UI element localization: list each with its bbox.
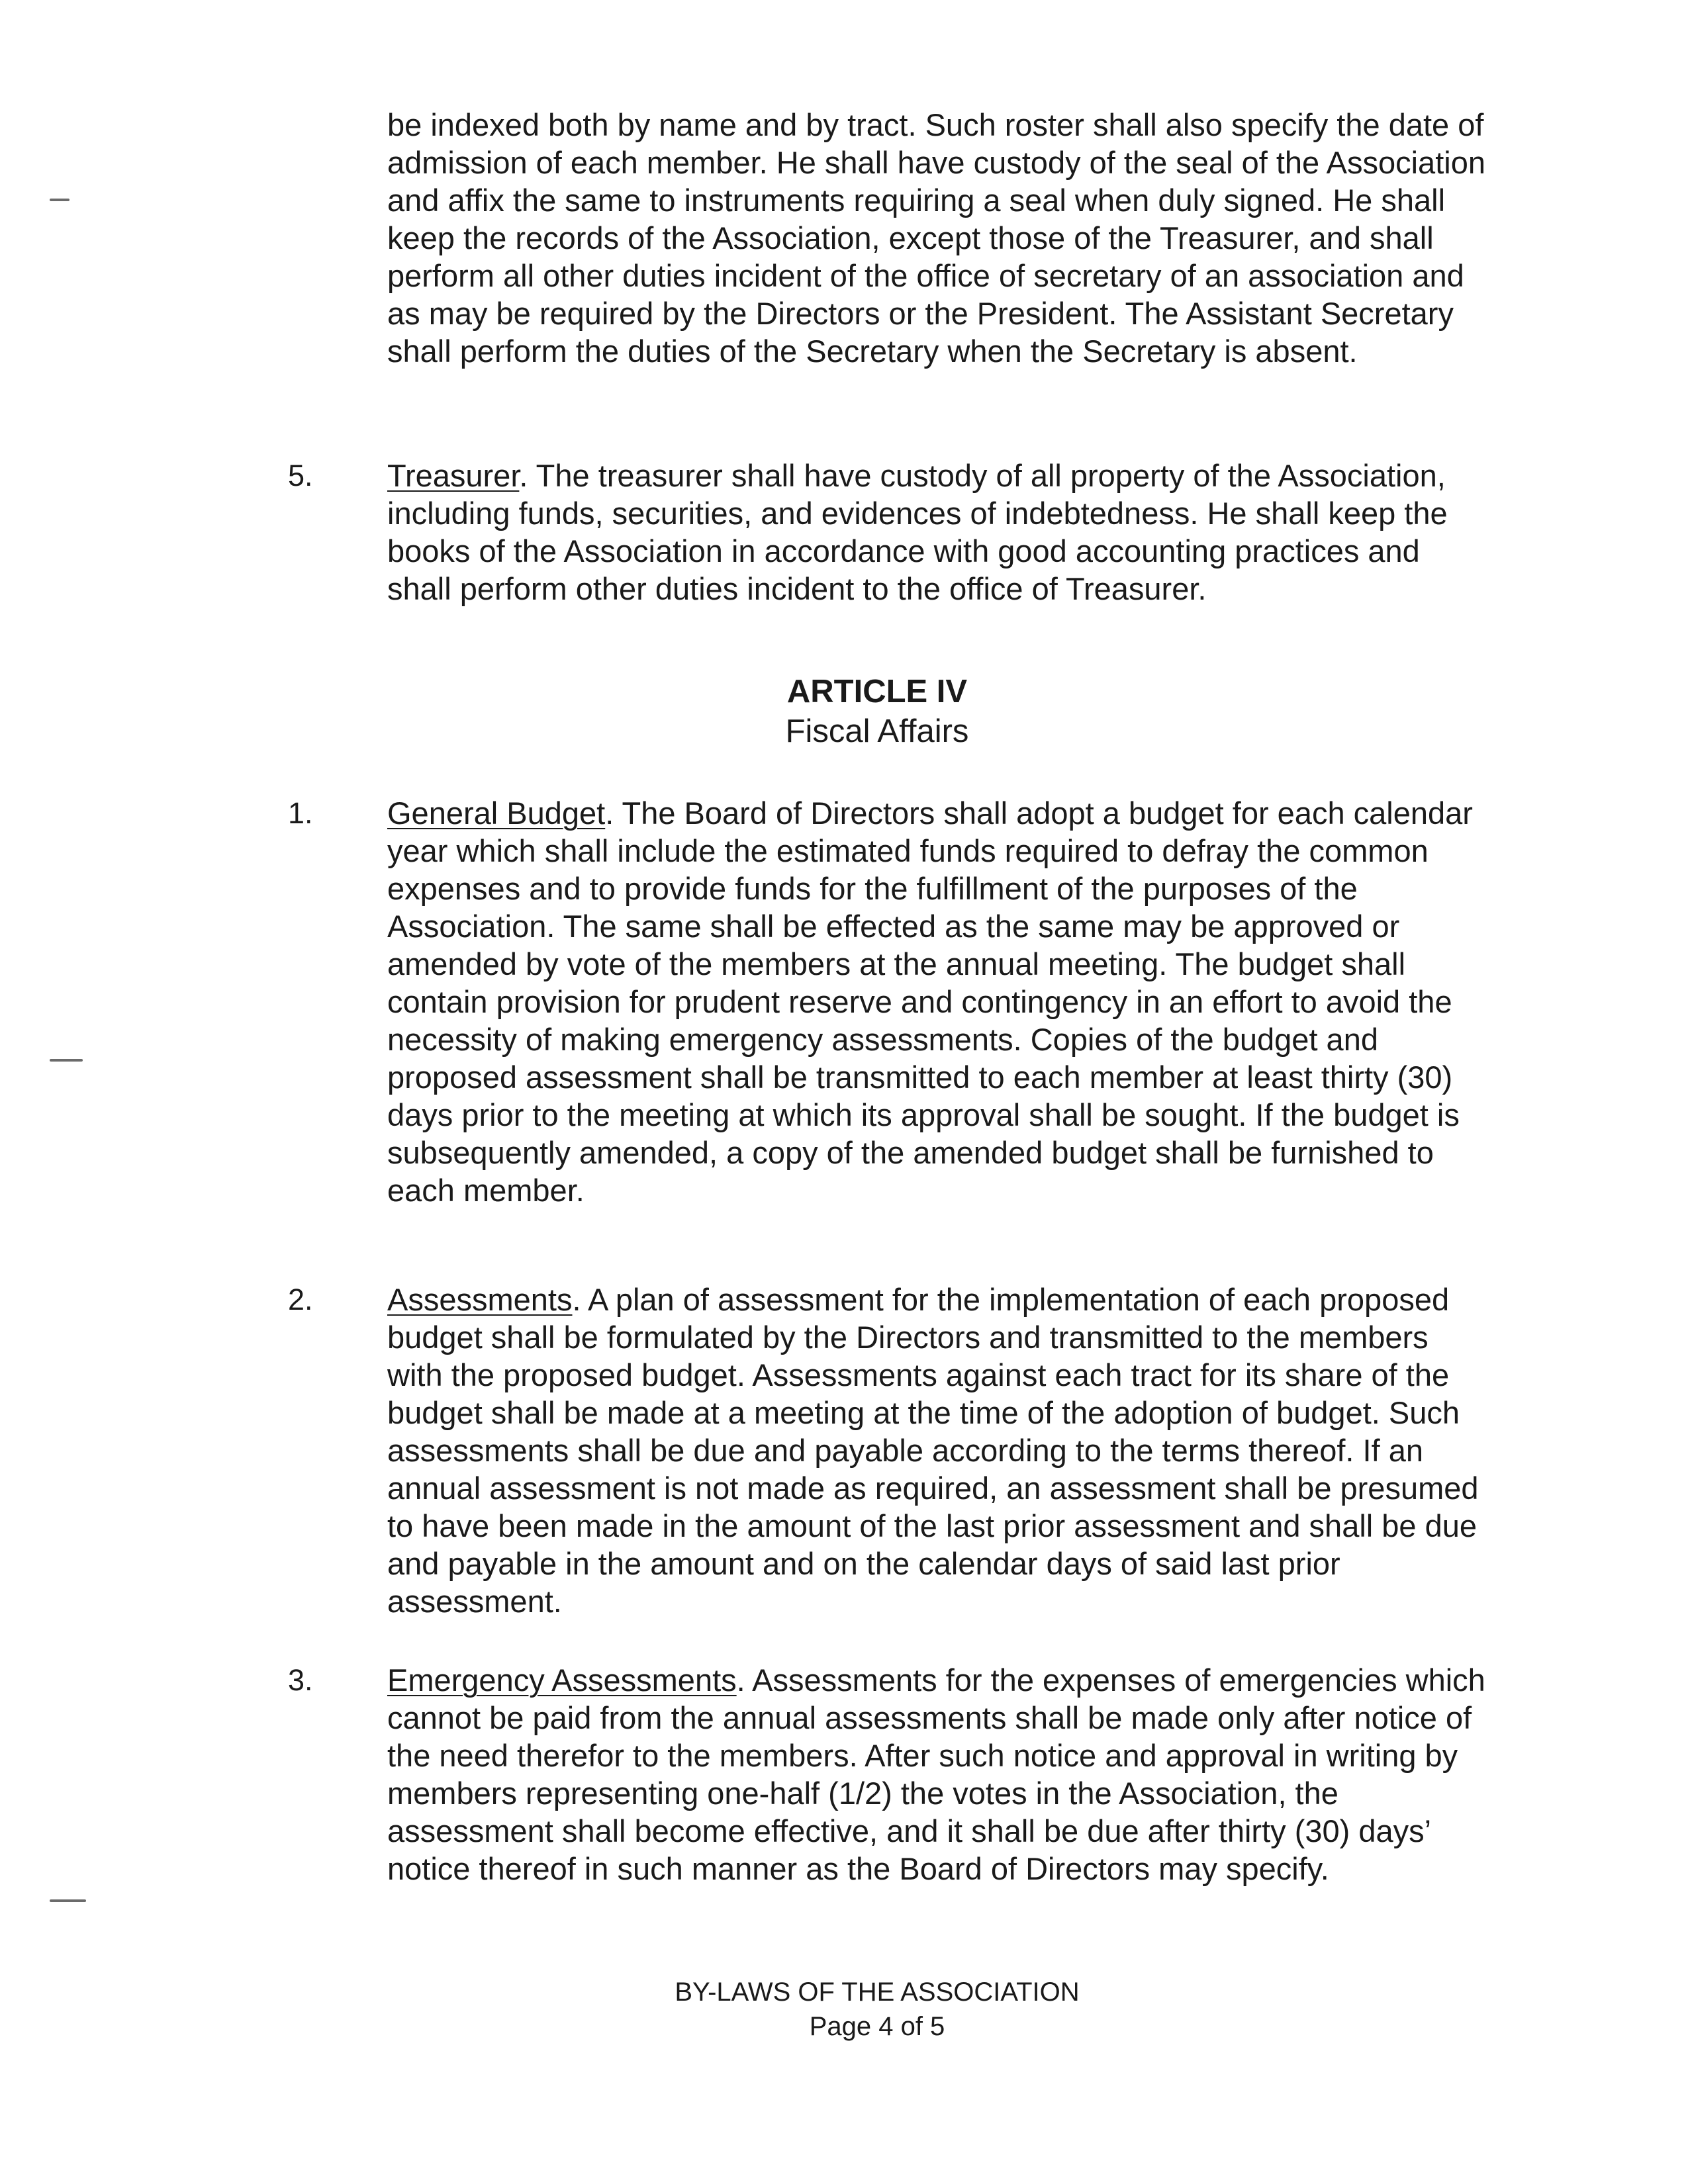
section-text: . A plan of assessment for the implementation of each proposed budget shall be formulated by the Directors and transmitted to the members with the proposed budget. Assessments against each tract for its share of the budget shall be made at a meeting at the time of the adoption of budget. Such assessments shall be due and payable according to the terms thereof. If an annual assessment is not made as required, an assessment shall be presumed to have been made in the amount of the last prior assessment and shall be due and payable in the amount and on the calendar days of said last prior assessment. [387, 1282, 1479, 1619]
article-title: ARTICLE IV [786, 674, 968, 709]
scan-mark [50, 199, 70, 201]
section-number: 5. [288, 459, 313, 492]
page-number: Page 4 of 5 [809, 2012, 945, 2041]
emergency-assessments-section [387, 1661, 1486, 1888]
scan-mark [50, 1059, 83, 1062]
treasurer-section [387, 457, 1486, 608]
section-heading: General Budget [387, 796, 606, 831]
section-heading: Assessments [387, 1282, 573, 1317]
assessments-section [387, 1281, 1486, 1620]
section-heading: Treasurer [387, 458, 520, 493]
scan-mark [50, 1899, 86, 1902]
general-budget-section [387, 794, 1486, 1209]
section-text: . The treasurer shall have custody of all property of the Association, including funds, securities, and evidences of indebtedness. He shall keep the books of the Association in accordance with good accounting practices and shall perform other duties incident to the office of Treasurer. [387, 458, 1448, 606]
section-heading: Emergency Assessments [387, 1662, 737, 1698]
footer-title: BY-LAWS OF THE ASSOCIATION [675, 1978, 1080, 2007]
section-number: 3. [288, 1663, 313, 1697]
section-number: 2. [288, 1283, 313, 1316]
section-number: 1. [288, 796, 313, 830]
secretary-continuation: be indexed both by name and by tract. Such roster shall also specify the date of admission of each member. He shall have custody of the seal of the Association and affix the same to instruments requiring a seal when duly signed. He shall keep the records of the Association, except those of the Treasurer, and shall perform all other duties incident of the office of secretary of an association and as may be required by the Directors or the President. The Assistant Secretary shall perform the duties of the Secretary when the Secretary is absent. [387, 107, 1485, 369]
section-text: . The Board of Directors shall adopt a budget for each calendar year which shall include the estimated funds required to defray the common expenses and to provide funds for the fulfillment of the purposes of the Association. The same shall be effected as the same may be approved or amended by vote of the members at the annual meeting. The budget shall contain provision for prudent reserve and contingency in an effort to avoid the necessity of making emergency assessments. Copies of the budget and proposed assessment shall be transmitted to each member at least thirty (30) days prior to the meeting at which its approval shall be sought. If the budget is subsequently amended, a copy of the amended budget shall be furnished to each member. [387, 796, 1473, 1208]
section-text: . Assessments for the expenses of emergencies which cannot be paid from the annual assessments shall be made only after notice of the need therefor to the members. After such notice and approval in writing by members representing one-half (1/2) the votes in the Association, the assessment shall become effective, and it shall be due after thirty (30) days’ notice thereof in such manner as the Board of Directors may specify. [387, 1662, 1485, 1886]
article-subtitle: Fiscal Affairs [785, 713, 969, 749]
